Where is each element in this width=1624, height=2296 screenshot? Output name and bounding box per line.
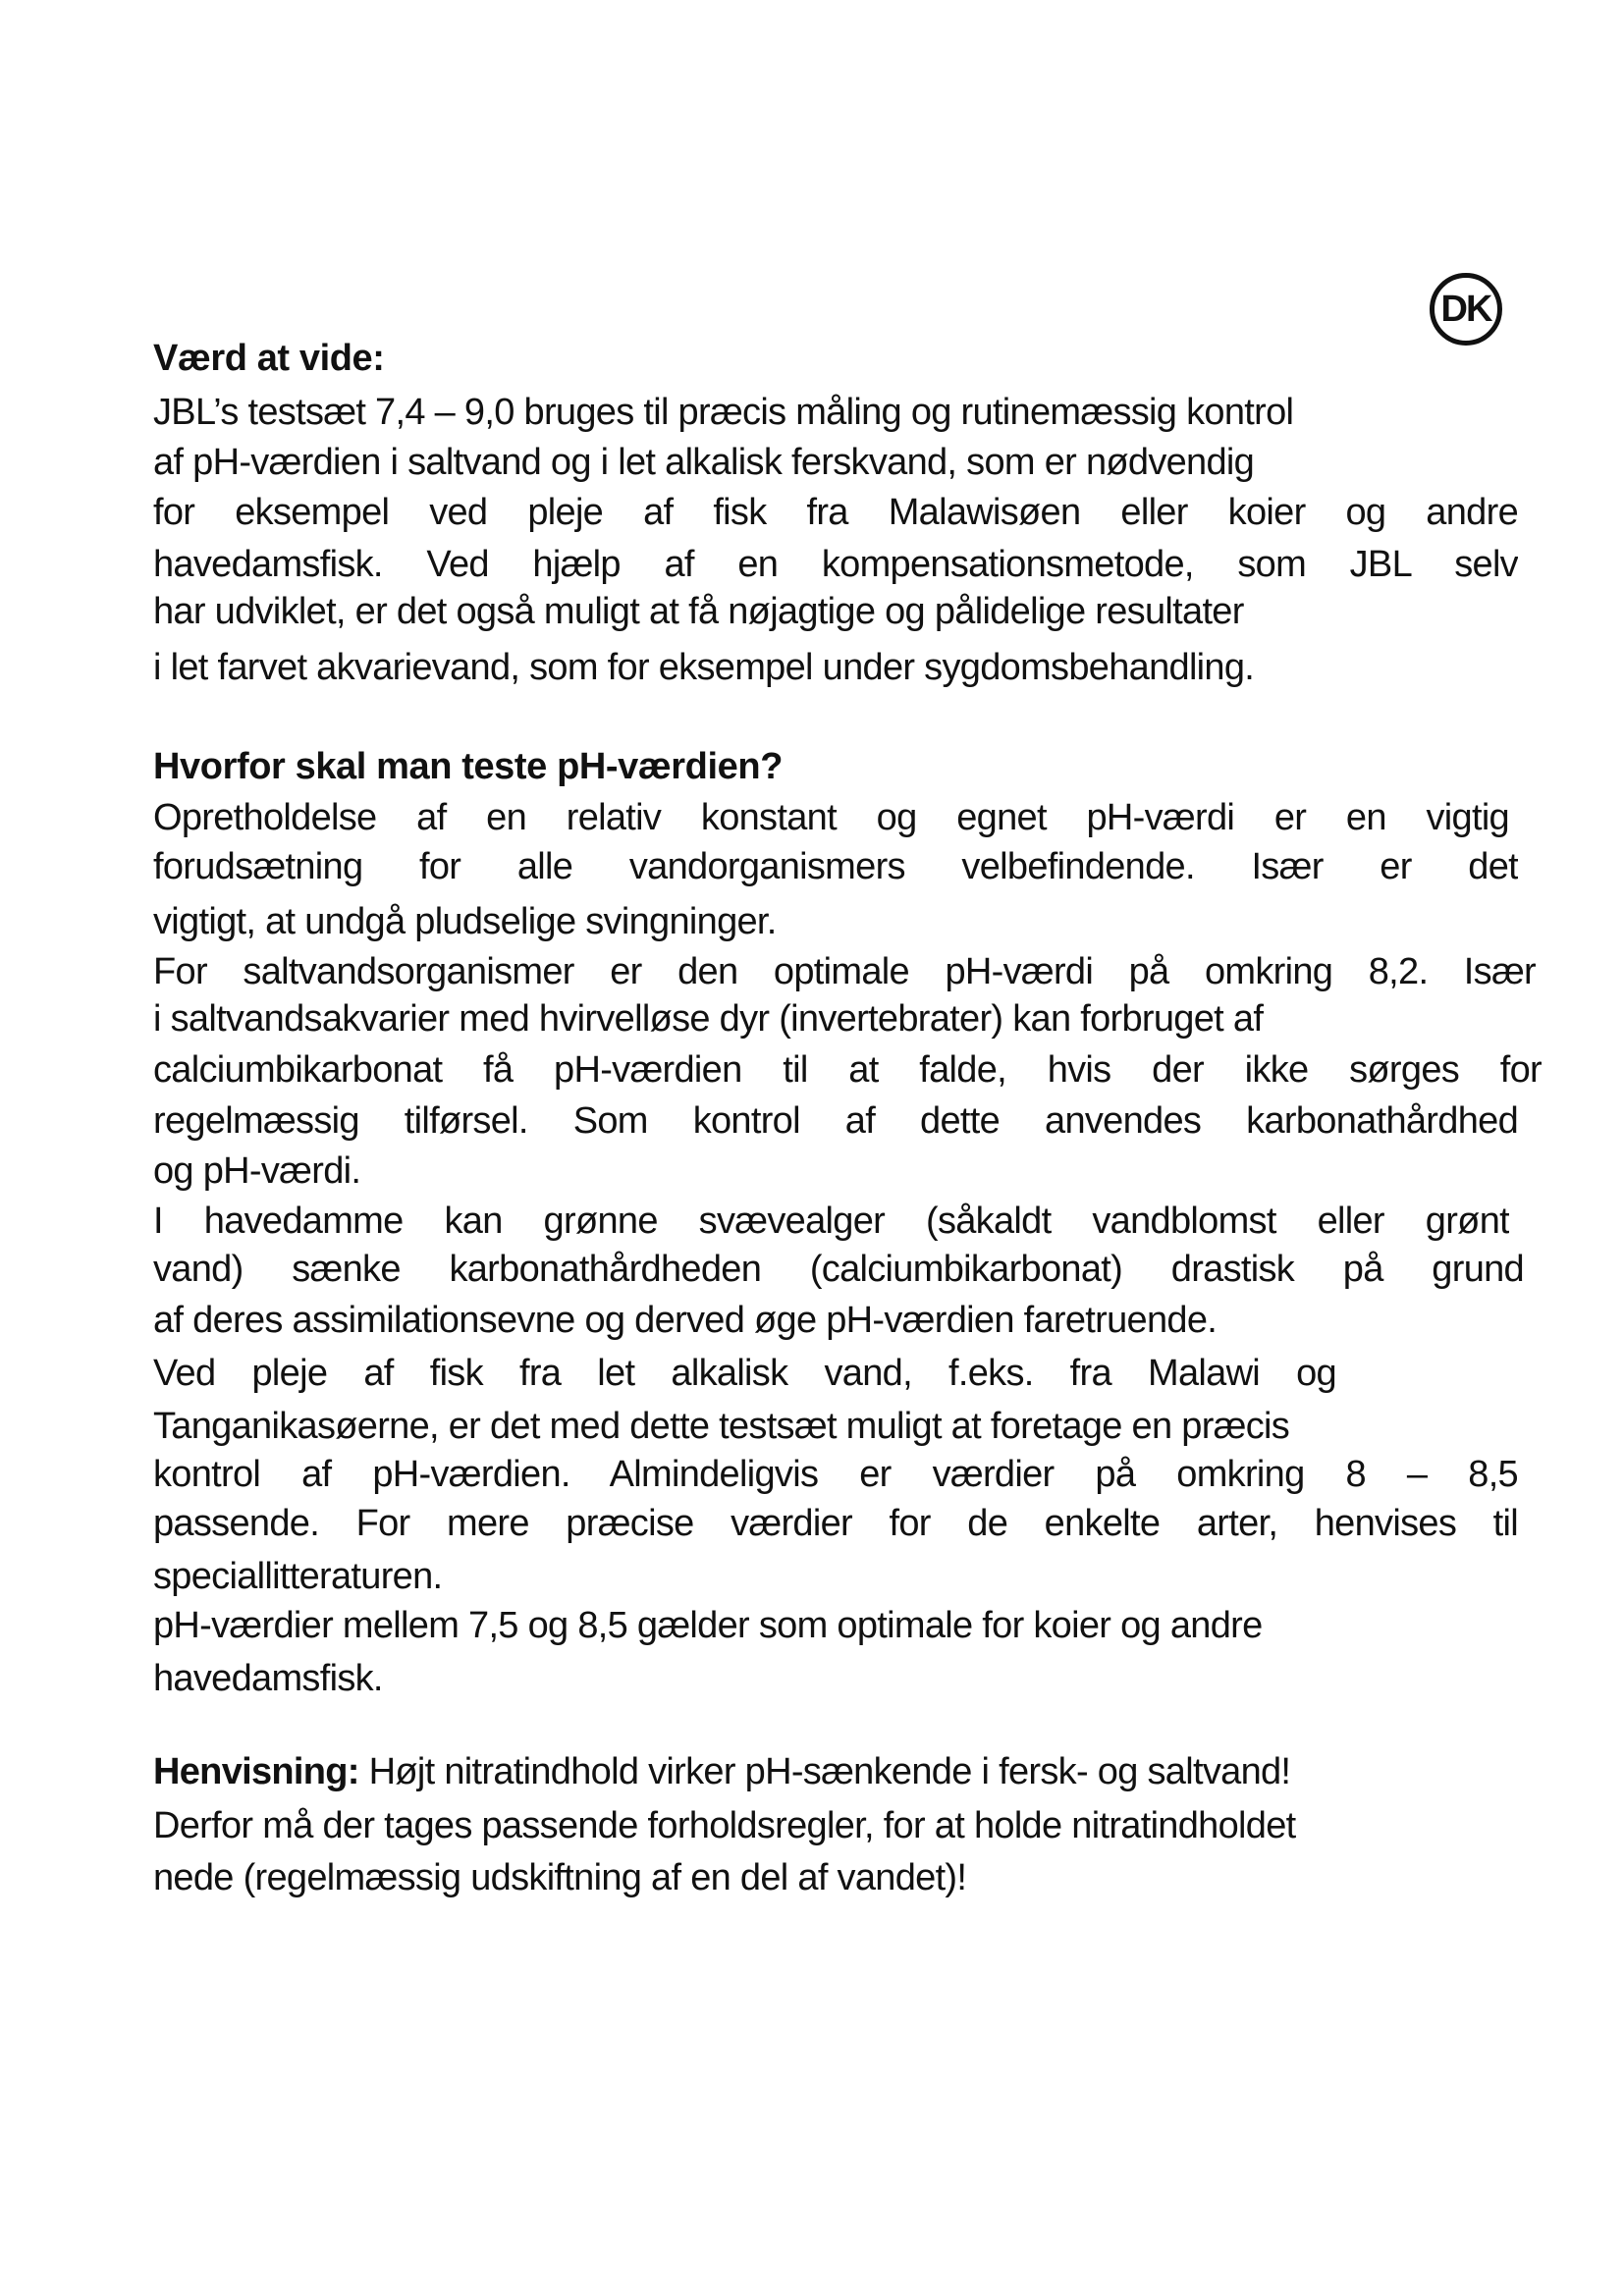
paragraph-line: for eksempel ved pleje af fisk fra Malawisøen eller koier og andre xyxy=(153,492,1518,533)
paragraph-line: i saltvandsakvarier med hvirvelløse dyr (invertebrater) kan forbruget af xyxy=(153,998,1264,1040)
paragraph-line: havedamsfisk. xyxy=(153,1658,383,1699)
paragraph-line: For saltvandsorganismer er den optimale pH-værdi på omkring 8,2. Især xyxy=(153,951,1536,992)
paragraph-line: pH-værdier mellem 7,5 og 8,5 gælder som optimale for koier og andre xyxy=(153,1605,1263,1646)
paragraph-line: passende. For mere præcise værdier for de enkelte arter, henvises til xyxy=(153,1503,1518,1544)
paragraph-line: JBL’s testsæt 7,4 – 9,0 bruges til præcis måling og rutinemæssig kontrol xyxy=(153,392,1294,433)
paragraph-line: vigtigt, at undgå pludselige svingninger. xyxy=(153,901,777,942)
paragraph-line: forudsætning for alle vandorganismers velbefindende. Især er det xyxy=(153,846,1518,887)
note-text: Højt nitratindhold virker pH-sænkende i fersk- og saltvand! xyxy=(358,1751,1291,1792)
paragraph-line: Ved pleje af fisk fra let alkalisk vand, f.eks. fra Malawi og xyxy=(153,1353,1336,1394)
note-label: Henvisning: xyxy=(153,1751,359,1792)
paragraph-line: af pH-værdien i saltvand og i let alkalisk ferskvand, som er nødvendig xyxy=(153,442,1255,483)
paragraph-line: Derfor må der tages passende forholdsregler, for at holde nitratindholdet xyxy=(153,1805,1296,1846)
paragraph-line: kontrol af pH-værdien. Almindeligvis er værdier på omkring 8 – 8,5 xyxy=(153,1454,1518,1495)
paragraph-line: havedamsfisk. Ved hjælp af en kompensationsmetode, som JBL selv xyxy=(153,544,1518,585)
paragraph-line: i let farvet akvarievand, som for eksempel under sygdomsbehandling. xyxy=(153,647,1255,688)
heading-vaerd-at-vide: Værd at vide: xyxy=(153,338,385,379)
paragraph-line: Opretholdelse af en relativ konstant og egnet pH-værdi er en vigtig xyxy=(153,797,1509,838)
paragraph-line: I havedamme kan grønne svævealger (såkaldt vandblomst eller grønt xyxy=(153,1201,1509,1242)
note-line xyxy=(153,1747,1290,1796)
paragraph-line: calciumbikarbonat få pH-værdien til at falde, hvis der ikke sørges for xyxy=(153,1049,1542,1091)
paragraph-line: og pH-værdi. xyxy=(153,1150,361,1192)
paragraph-line: Tanganikasøerne, er det med dette testsæt muligt at foretage en præcis xyxy=(153,1406,1290,1447)
paragraph-line: speciallitteraturen. xyxy=(153,1556,443,1597)
paragraph-line: har udviklet, er det også muligt at få nøjagtige og pålidelige resultater xyxy=(153,591,1244,632)
language-badge-dk: DK xyxy=(1430,273,1502,346)
paragraph-line: vand) sænke karbonathårdheden (calciumbikarbonat) drastisk på grund xyxy=(153,1249,1524,1290)
heading-hvorfor: Hvorfor skal man teste pH-værdien? xyxy=(153,746,784,787)
paragraph-line: regelmæssig tilførsel. Som kontrol af dette anvendes karbonathårdhed xyxy=(153,1100,1518,1142)
paragraph-line: af deres assimilationsevne og derved øge pH-værdien faretruende. xyxy=(153,1300,1218,1341)
paragraph-line: nede (regelmæssig udskiftning af en del af vandet)! xyxy=(153,1857,967,1898)
